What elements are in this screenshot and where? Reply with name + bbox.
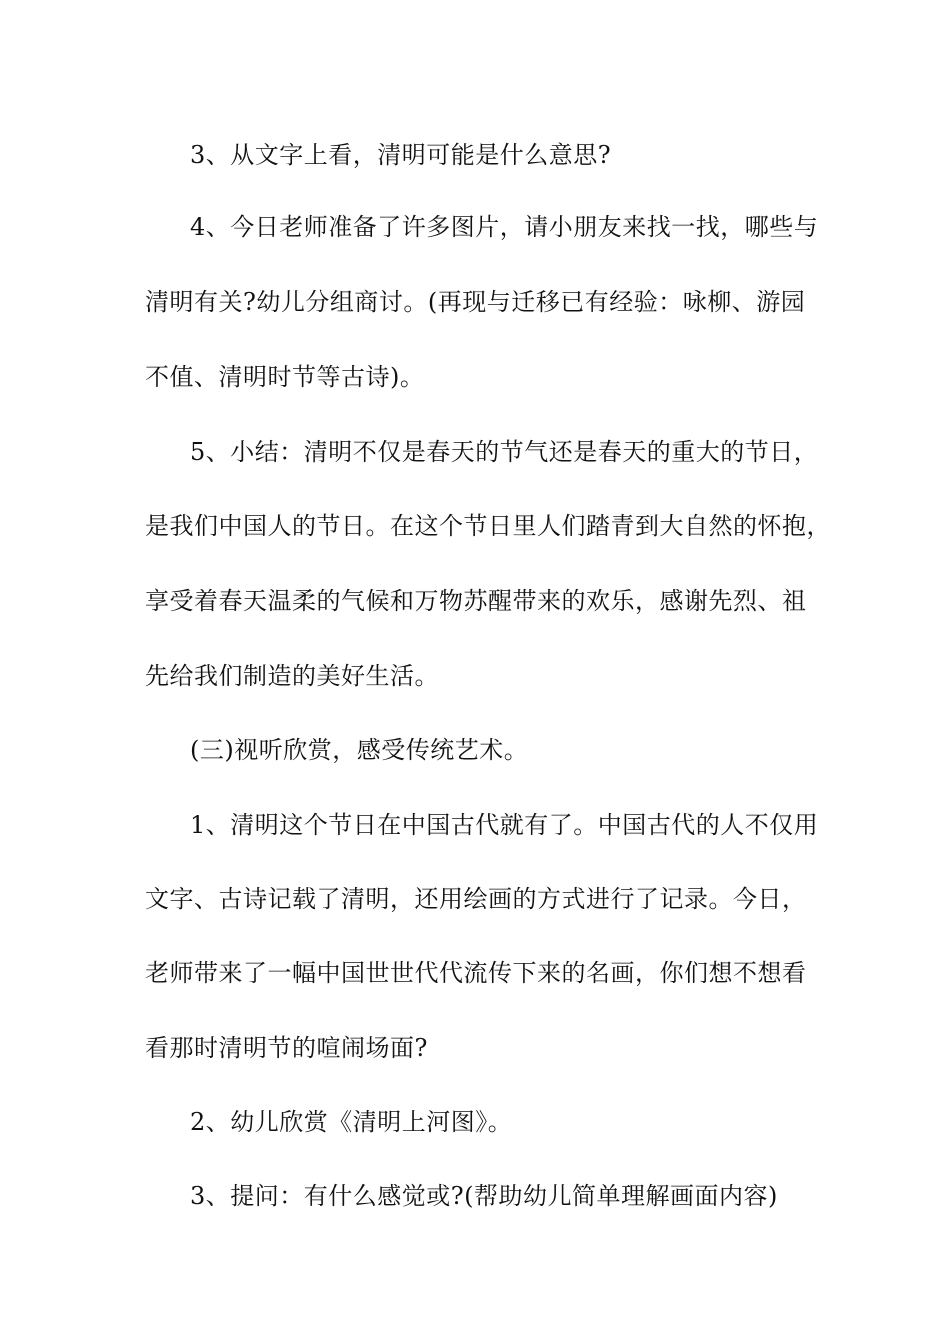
text-line: 4、今日老师准备了许多图片，请小朋友来找一找，哪些与 xyxy=(190,213,819,241)
text-line: 文字、古诗记载了清明，还用绘画的方式进行了记录。今日， xyxy=(145,885,807,913)
text-line: 是我们中国人的节日。在这个节日里人们踏青到大自然的怀抱， xyxy=(145,512,831,540)
section-heading: (三)视听欣赏，感受传统艺术。 xyxy=(190,736,529,764)
text-line: 清明有关?幼儿分组商讨。(再现与迁移已有经验：咏柳、游园 xyxy=(145,288,806,316)
text-line: 看那时清明节的喧闹场面? xyxy=(145,1034,428,1062)
text-line: 1、清明这个节日在中国古代就有了。中国古代的人不仅用 xyxy=(190,811,819,839)
text-line: 5、小结：清明不仅是春天的节气还是春天的重大的节日， xyxy=(190,438,819,466)
text-line: 不值、清明时节等古诗)。 xyxy=(145,363,425,391)
text-line: 3、提问：有什么感觉或?(帮助幼儿简单理解画面内容) xyxy=(190,1182,778,1210)
text-line: 老师带来了一幅中国世世代代流传下来的名画，你们想不想看 xyxy=(145,959,807,987)
text-line: 享受着春天温柔的气候和万物苏醒带来的欢乐，感谢先烈、祖 xyxy=(145,587,807,615)
text-line: 3、从文字上看，清明可能是什么意思? xyxy=(190,141,612,169)
text-line: 先给我们制造的美好生活。 xyxy=(145,662,439,690)
text-line: 2、幼儿欣赏《清明上河图》。 xyxy=(190,1108,513,1136)
